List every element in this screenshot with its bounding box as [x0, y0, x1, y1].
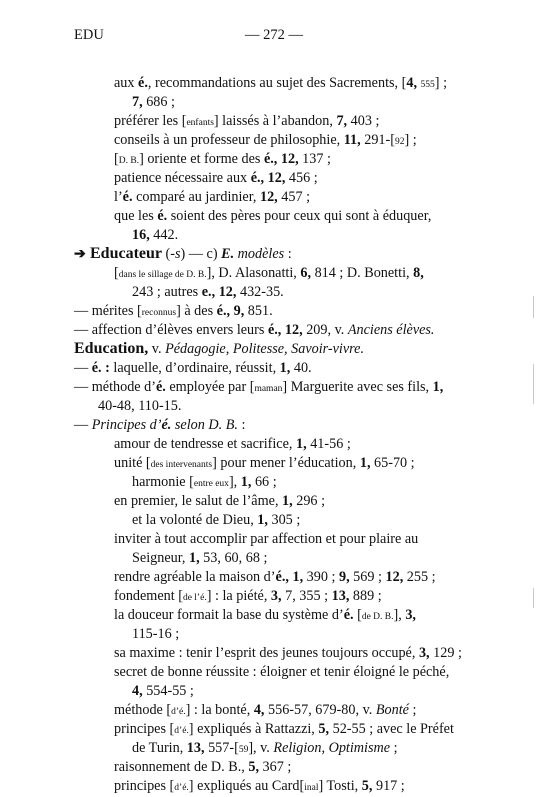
index-line: [dans le sillage de D. B.], D. Alasonatti, 6, 814 ; D. Bonetti, 8,	[114, 265, 424, 281]
index-line: patience nécessaire aux é., 12, 456 ;	[114, 170, 318, 186]
index-line: 16, 442.	[132, 227, 179, 243]
index-line: — mérites [reconnus] à des é., 9, 851.	[74, 303, 273, 319]
index-line: la douceur formait la base du système d’é. [de D. B.], 3,	[114, 607, 416, 623]
scan-margin-mark	[533, 588, 534, 608]
index-line: — affection d’élèves envers leurs é., 12, 209, v. Anciens élèves.	[74, 322, 435, 338]
index-line: [D. B.] oriente et forme des é., 12, 137 ;	[114, 151, 331, 167]
index-line: 40-48, 110-15.	[98, 398, 182, 414]
index-line: unité [des intervenants] pour mener l’éducation, 1, 65-70 ;	[114, 455, 415, 471]
index-entry-heading: Education, v. Pédagogie, Politesse, Savoir-vivre.	[74, 340, 364, 357]
index-line: de Turin, 13, 557-[59], v. Religion, Optimisme ;	[132, 740, 398, 756]
index-line: préférer les [enfants] laissés à l’abandon, 7, 403 ;	[114, 113, 380, 129]
scan-margin-mark	[533, 364, 534, 404]
index-line: 7, 686 ;	[132, 94, 175, 110]
index-line: amour de tendresse et sacrifice, 1, 41-56 ;	[114, 436, 351, 452]
index-entry-heading: ➔ Educateur (-s) — c) E. modèles :	[74, 245, 292, 262]
index-line: rendre agréable la maison d’é., 1, 390 ; 9, 569 ; 12, 255 ;	[114, 569, 436, 585]
index-line: conseils à un professeur de philosophie, 11, 291-[92] ;	[114, 132, 417, 148]
index-line: — é. : laquelle, d’ordinaire, réussit, 1, 40.	[74, 360, 312, 376]
index-line: — méthode d’é. employée par [maman] Marguerite avec ses fils, 1,	[74, 379, 444, 395]
index-line: 115-16 ;	[132, 626, 180, 642]
index-line: que les é. soient des pères pour ceux qui sont à éduquer,	[114, 208, 432, 224]
index-line: principes [d’é.] expliqués au Card[inal] Tosti, 5, 917 ;	[114, 778, 405, 794]
index-line: raisonnement de D. B., 5, 367 ;	[114, 759, 292, 775]
index-line: sa maxime : tenir l’esprit des jeunes toujours occupé, 3, 129 ;	[114, 645, 462, 661]
index-line: — Principes d’é. selon D. B. :	[74, 417, 246, 433]
index-line: 4, 554-55 ;	[132, 683, 194, 699]
scan-margin-mark	[533, 296, 534, 318]
index-line: l’é. comparé au jardinier, 12, 457 ;	[114, 189, 311, 205]
index-line: 243 ; autres e., 12, 432-35.	[132, 284, 284, 300]
arrow-right-icon: ➔	[74, 246, 86, 262]
index-line: méthode [d’é.] : la bonté, 4, 556-57, 679-80, v. Bonté ;	[114, 702, 417, 718]
index-line: principes [d’é.] expliqués à Rattazzi, 5, 52-55 ; avec le Préfet	[114, 721, 454, 737]
index-line: fondement [de l’é.] : la piété, 3, 7, 355 ; 13, 889 ;	[114, 588, 382, 604]
running-header-section: EDU	[74, 27, 104, 43]
index-line: aux é., recommandations au sujet des Sacrements, [4, 555] ;	[114, 75, 448, 91]
index-line: et la volonté de Dieu, 1, 305 ;	[132, 512, 301, 528]
index-line: inviter à tout accomplir par affection et pour plaire au	[114, 531, 419, 547]
index-line: Seigneur, 1, 53, 60, 68 ;	[132, 550, 268, 566]
page-number: — 272 —	[245, 27, 303, 43]
index-line: harmonie [entre eux], 1, 66 ;	[132, 474, 277, 490]
index-line: secret de bonne réussite : éloigner et tenir éloigné le péché,	[114, 664, 450, 680]
index-line: en premier, le salut de l’âme, 1, 296 ;	[114, 493, 326, 509]
